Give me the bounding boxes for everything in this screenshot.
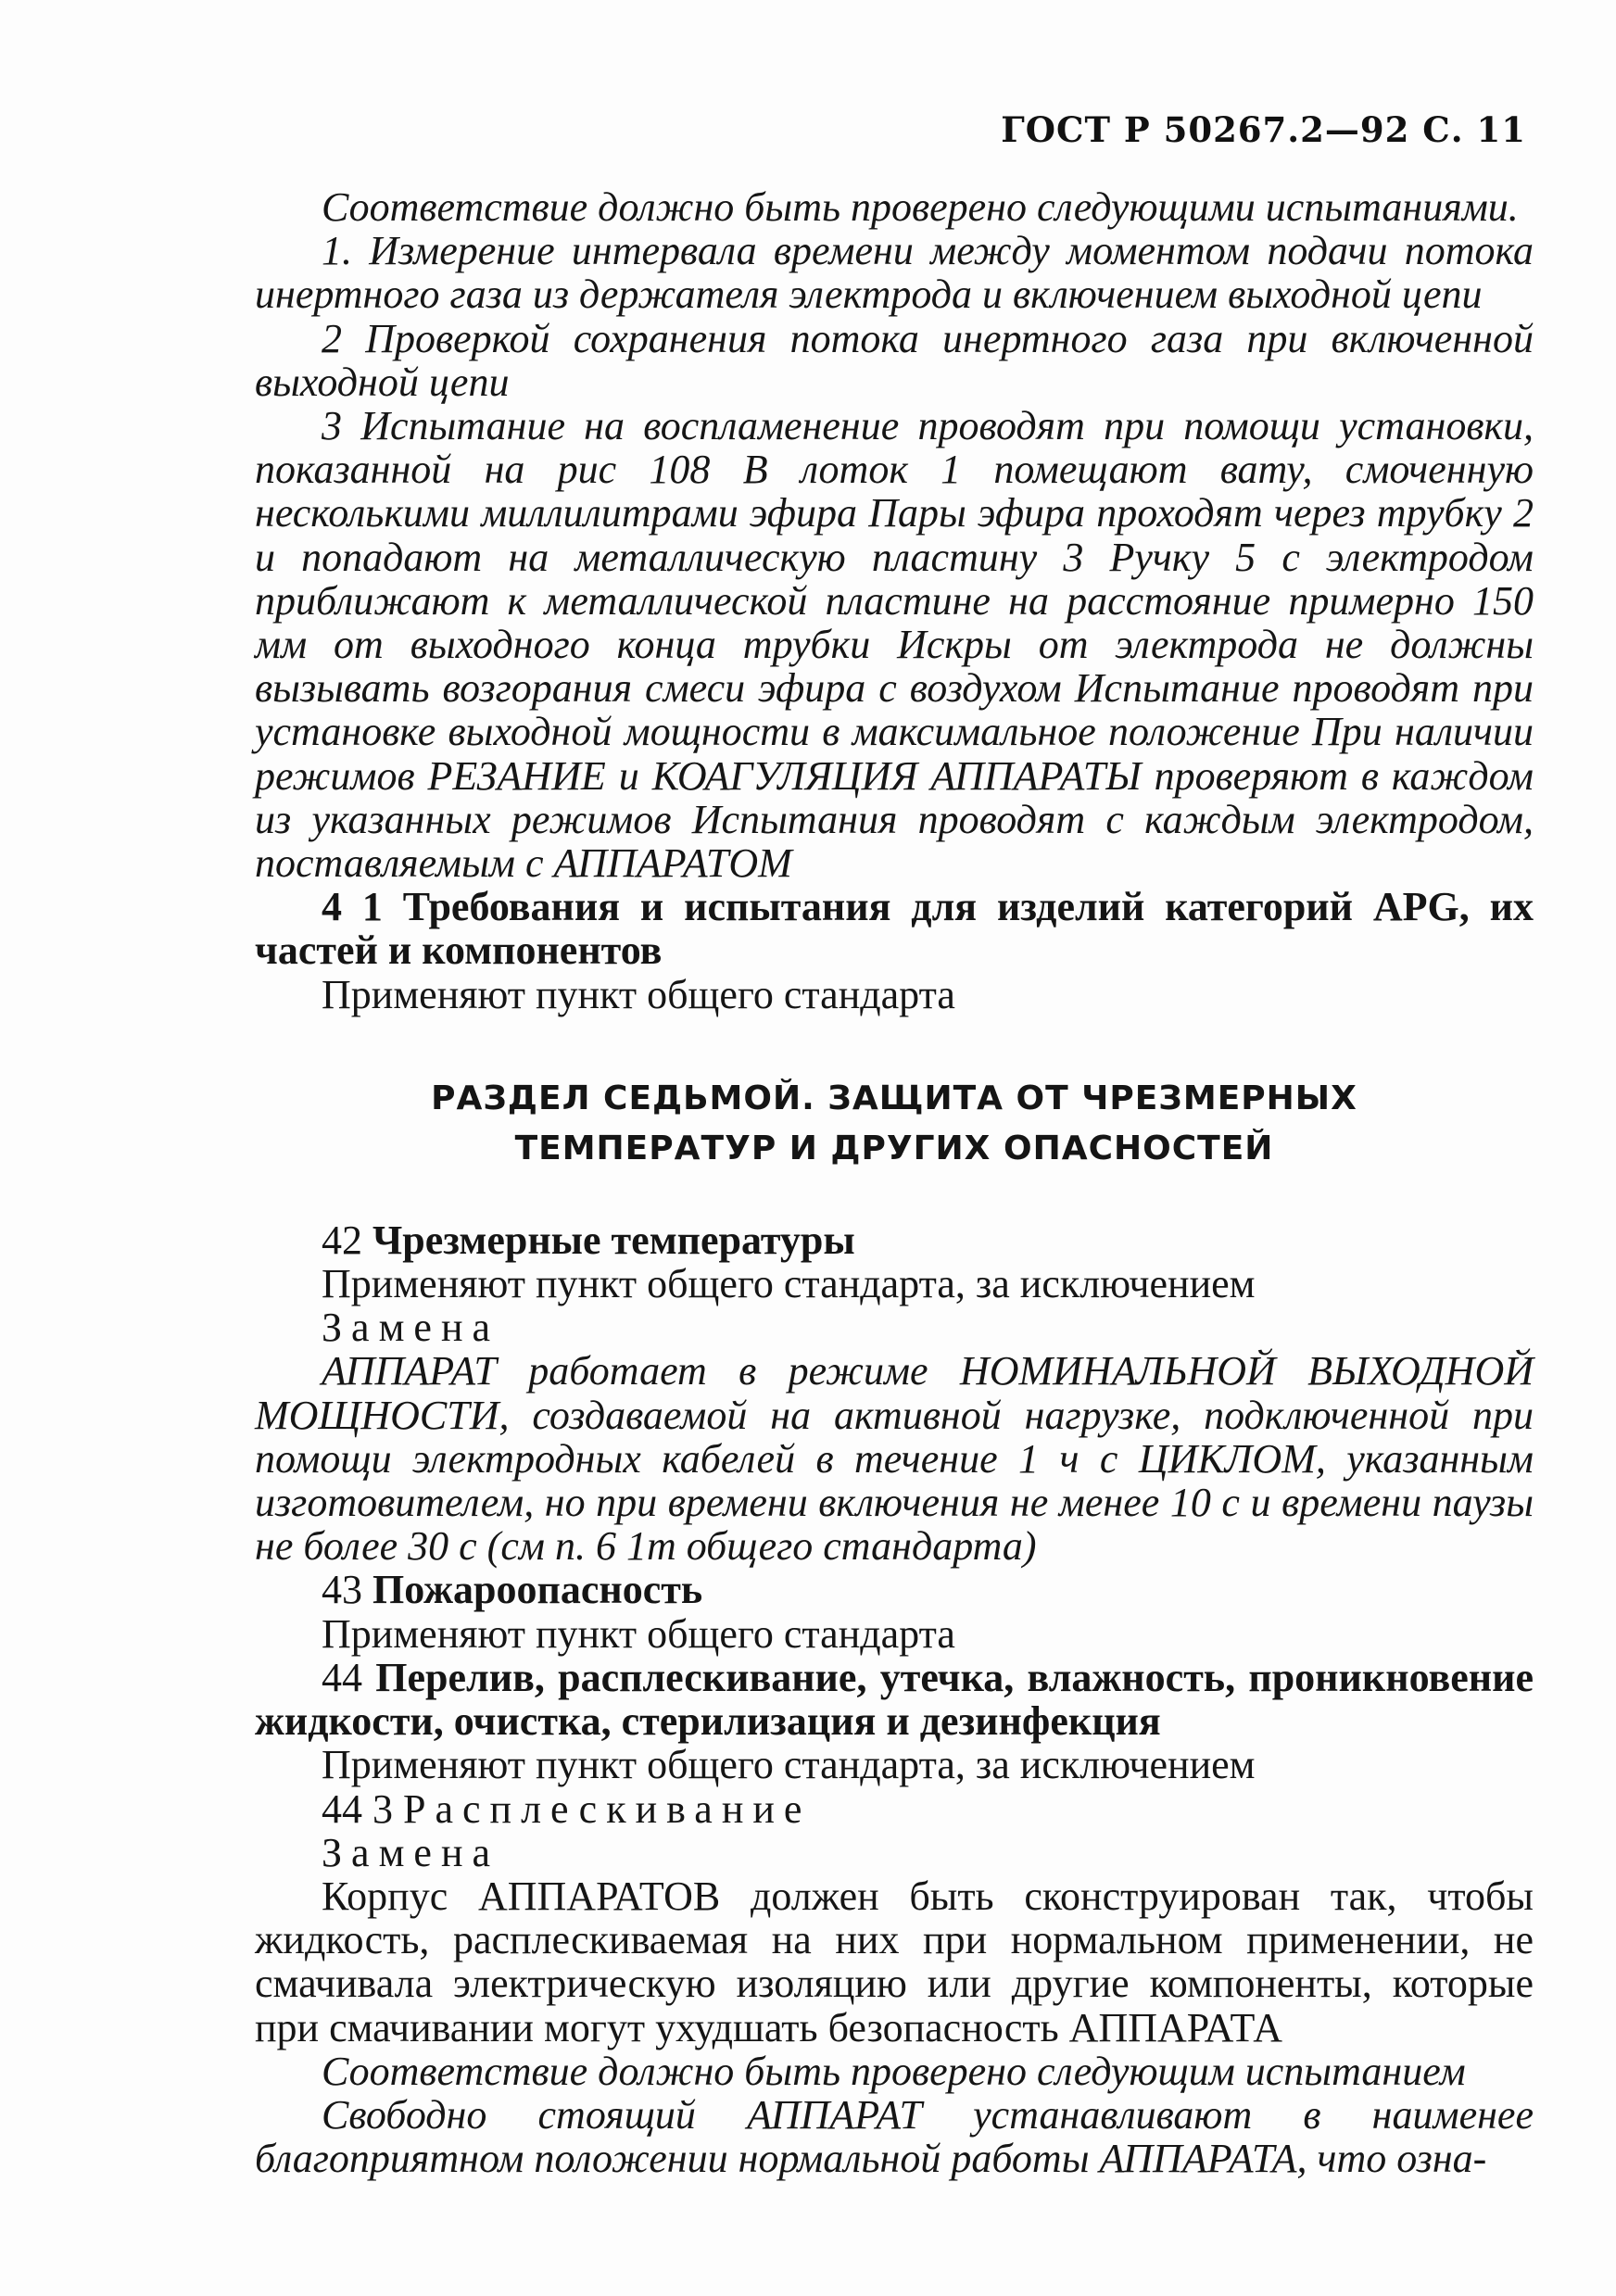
section-42-title: Чрезмерные температуры: [372, 1217, 855, 1263]
section-heading-line-2: ТЕМПЕРАТУР И ДРУГИХ ОПАСНОСТЕЙ: [514, 1129, 1274, 1167]
section-443-last: Свободно стоящий АППАРАТ устанавливают в наименее благоприятном положении нормальной работы АППАРАТА, что озна-: [255, 2091, 1534, 2182]
compliance-paragraph: Соответствие должно быть проверено следующими испытаниями.: [322, 184, 1519, 230]
section-443-heading: [255, 1787, 1534, 1831]
section-42-replace-label: Замена: [322, 1305, 500, 1351]
section-heading-line-1: РАЗДЕЛ СЕДЬМОЙ. ЗАЩИТА ОТ ЧРЕЗМЕРНЫХ: [431, 1079, 1357, 1117]
section-42-number: 42: [322, 1217, 362, 1263]
section-42-body: АППАРАТ работает в режиме НОМИНАЛЬНОЙ ВЫХОДНОЙ МОЩНОСТИ, создаваемой на активной нагрузке, подключенной при помощи электродных кабелей в течение 1 ч с ЦИКЛОМ, указанным изготовителем, но при времени включения не менее 10 с и времени паузы не более 30 с (см п. 6 1m общего стандарта): [255, 1348, 1534, 1570]
page-header: ГОСТ Р 50267.2—92 С. 11: [1001, 109, 1526, 150]
section-443-number: 44 3: [322, 1785, 393, 1832]
section-443-compliance: Соответствие должно быть проверено следующим испытанием: [322, 2048, 1466, 2094]
test-item-2: 2 Проверкой сохранения потока инертного газа при включенной выходной цепи: [255, 315, 1534, 405]
test-item-1: 1. Измерение интервала времени между моментом подачи потока инертного газа из держателя электрода и включением выходной цепи: [255, 228, 1534, 318]
test-item-3: 3 Испытание на воспламенение проводят при помощи установки, показанной на рис 108 В лоток 1 помещают вату, смоченную несколькими миллилитрами эфира Пары эфира проходят через трубку 2 и попадают на металлическую пластину 3 Ручку 5 с электродом приближают к металлической пластине на расстояние примерно 150 мм от выходного конца трубки Искры от электрода не должны вызывать возгорания смеси эфира с воздухом Испытание проводят при установке выходной мощности в максимальное положение При наличии режимов РЕЗАНИЕ и КОАГУЛЯЦИЯ АППАРАТЫ проверяют в каждом из указанных режимов Испытания проводят с каждым электродом, поставляемым с АППАРАТОМ: [255, 403, 1534, 887]
section-41-title: 4 1 Требования и испытания для изделий категорий APG, их частей и компонентов: [255, 884, 1534, 974]
section-44-number: 44: [322, 1654, 362, 1700]
section-43-heading: [255, 1568, 1534, 1611]
section-443-title: Расплескивание: [403, 1785, 812, 1832]
document-body: [255, 185, 1534, 2180]
section-44-title: Перелив, расплескивание, утечка, влажность, проникновение жидкости, очистка, стерилизация и дезинфекция: [255, 1654, 1534, 1745]
section-44-text: Применяют пункт общего стандарта, за исключением: [322, 1742, 1256, 1788]
section-43-number: 43: [322, 1567, 362, 1613]
section-443-replace-label: Замена: [322, 1829, 500, 1875]
section-43-text: Применяют пункт общего стандарта: [322, 1610, 955, 1657]
section-42-heading: [255, 1218, 1534, 1262]
section-heading: [255, 1074, 1534, 1174]
section-42-text: Применяют пункт общего стандарта, за исключением: [322, 1261, 1256, 1307]
section-41-text: Применяют пункт общего стандарта: [322, 971, 955, 1017]
section-44-heading: [255, 1656, 1534, 1743]
section-43-title: Пожароопасность: [372, 1567, 703, 1613]
section-443-body: Корпус АППАРАТОВ должен быть сконструирован так, чтобы жидкость, расплескиваемая на них при нормальном применении, не смачивала электрическую изоляцию или другие компоненты, которые при смачивании могут ухудшать безопасность АППАРАТА: [255, 1873, 1534, 2050]
